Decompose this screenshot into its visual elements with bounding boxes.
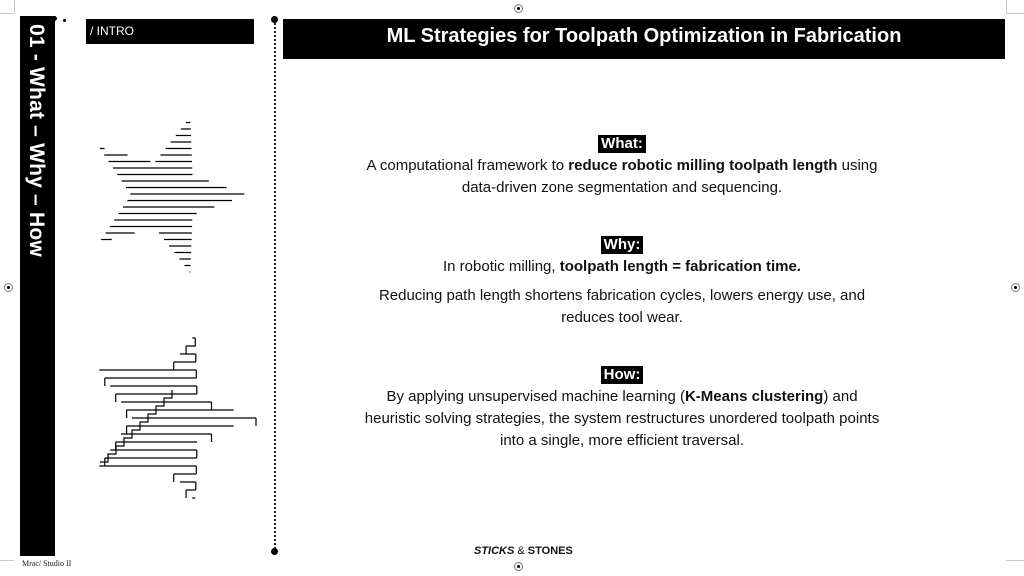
star-toolpath-raster <box>100 123 245 273</box>
what-text <box>340 155 904 199</box>
raster-hatch-lines <box>100 123 245 273</box>
how-text <box>340 386 904 452</box>
registration-mark-bottom <box>514 562 523 571</box>
studio-label: Mrac/ Studio II <box>22 559 72 568</box>
registration-mark-top <box>514 4 523 13</box>
what-text-pre: A computational framework to <box>366 157 569 174</box>
how-text-line3: into a single, more efficient traversal. <box>499 432 744 449</box>
why-text-line3: reduces tool wear. <box>561 309 683 326</box>
how-text-post: ) and <box>823 388 858 405</box>
why-text-2 <box>340 285 904 329</box>
meander-path <box>99 338 256 498</box>
brand-part1: STICKS <box>474 545 515 557</box>
section-how <box>340 364 904 452</box>
star-toolpath-meander <box>99 338 256 498</box>
crop-mark <box>1006 560 1024 561</box>
how-text-line2: heuristic solving strategies, the system restructures unordered toolpath points <box>364 410 880 427</box>
brand-part2: STONES <box>527 545 573 557</box>
sidebar-vertical-title: 01 - What – Why – How <box>25 24 48 257</box>
section-why <box>340 234 904 329</box>
why-text-line2: Reducing path length shortens fabrication cycles, lowers energy use, and <box>378 287 866 304</box>
what-text-bold: reduce robotic milling toolpath length <box>568 157 838 174</box>
how-text-pre: By applying unsupervised machine learning ( <box>386 388 685 405</box>
what-text-line2: data-driven zone segmentation and sequencing. <box>461 179 783 196</box>
page-title: ML Strategies for Toolpath Optimization in Fabrication <box>283 19 1005 59</box>
why-text-pre: In robotic milling, <box>443 258 560 275</box>
why-text <box>340 256 904 278</box>
toolpath-figures <box>0 0 280 576</box>
crop-mark <box>1006 13 1024 14</box>
why-label: Why: <box>601 236 644 254</box>
what-label: What: <box>598 135 646 153</box>
crop-mark <box>1006 0 1007 13</box>
brand-amp: & <box>514 545 528 557</box>
why-text-bold: toolpath length = fabrication time. <box>559 258 801 275</box>
registration-mark-right <box>1011 283 1020 292</box>
how-text-bold: K-Means clustering <box>684 388 824 405</box>
how-label: How: <box>601 366 644 384</box>
brand-footer <box>474 545 573 557</box>
intro-tag: / INTRO <box>86 19 254 44</box>
what-text-post: using <box>837 157 878 174</box>
section-what <box>340 133 904 199</box>
